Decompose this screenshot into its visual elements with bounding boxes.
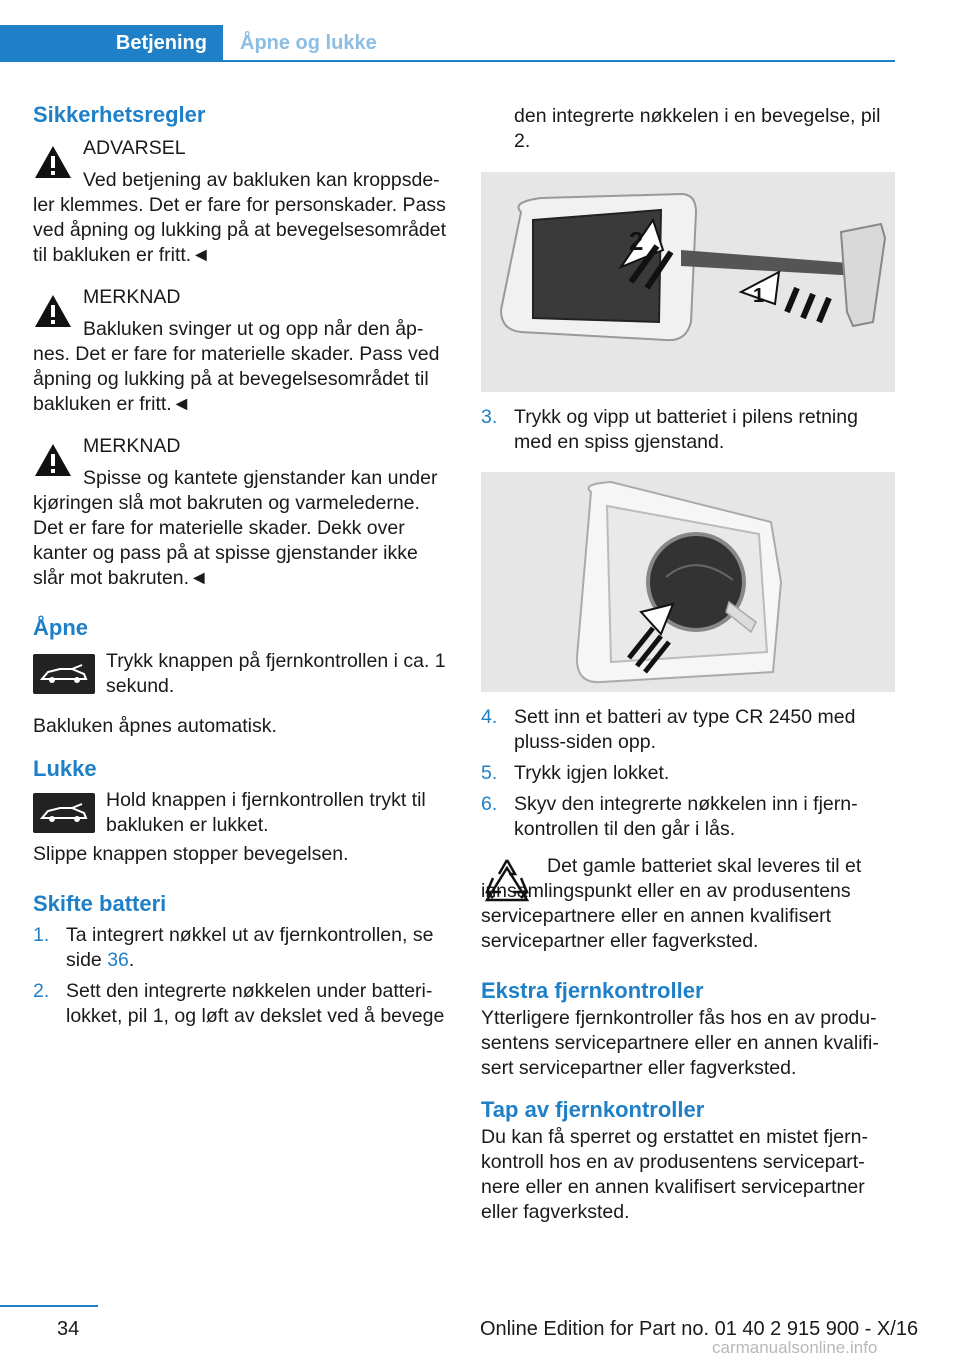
- warning-triangle-icon: [33, 144, 73, 180]
- open-result: Bakluken åpnes automatisk.: [33, 715, 277, 737]
- battery-steps-continued: [481, 705, 895, 842]
- warning-text: Ved betjening av bakluken kan kroppsdeler klemmes. Det er fare for personskader. Pass ved åpning og lukking på at bevegelsesområdet til bakluken er fritt.◄: [33, 169, 447, 266]
- arrow-label: 2: [629, 226, 644, 256]
- extra-text: Ytterligere fjernkontroller fås hos en av produsentens servicepartnere eller en annen kvalifisert servicepartner eller fagverksted.: [481, 1007, 879, 1079]
- figure-key-removal: [481, 172, 895, 392]
- battery-steps-continued: [481, 405, 895, 455]
- step-number: 2.: [33, 980, 50, 1002]
- notice-block: [33, 434, 448, 591]
- close-instruction: [33, 788, 448, 838]
- watermark: carmanualsonline.info: [712, 1338, 878, 1357]
- step-text-end: .: [128, 949, 135, 971]
- figure-battery-removal: [481, 472, 895, 692]
- heading-lukke: Lukke: [33, 756, 97, 781]
- step-text: Sett den integrerte nøkkelen under batterilokket, pil 1, og løft av dekslet ved å bevege: [66, 980, 445, 1027]
- list-item: [33, 923, 448, 973]
- close-instruction-text: Hold knappen i fjernkontrollen trykt til bakluken er lukket.: [106, 789, 426, 836]
- arrow-label: 1: [753, 285, 765, 307]
- left-column: [33, 100, 448, 1029]
- heading-ekstra-fjernkontroller: Ekstra fjernkontroller: [481, 978, 704, 1003]
- step-continuation: den integrerte nøkkelen i en bevegelse, pil 2.: [514, 105, 881, 152]
- notice-text: Spisse og kantete gjenstander kan under kjøringen slå mot bakruten og varmelederne. Det er fare for materielle skader. Dekk over kanter og pass på at spisse gjenstander ikke slår mot bakruten.◄: [33, 467, 438, 589]
- battery-compartment-illustration: [481, 472, 895, 692]
- recycling-note: [481, 854, 895, 954]
- list-item: [33, 979, 448, 1029]
- notice-title: MERKNAD: [83, 286, 181, 308]
- step-text: Sett inn et batteri av type CR 2450 med pluss-siden opp.: [514, 706, 856, 753]
- recycle-icon: [481, 854, 533, 913]
- heading-tap-av-fjernkontroller: Tap av fjernkontroller: [481, 1097, 705, 1122]
- notice-title: MERKNAD: [83, 435, 181, 457]
- tailgate-button-icon: [33, 793, 95, 833]
- step-number: 4.: [481, 706, 498, 728]
- warning-title: ADVARSEL: [83, 137, 186, 159]
- list-item: [481, 705, 895, 755]
- recycling-text: Det gamle batteriet skal leveres til et innsamlingspunkt eller en av produsentens servicepartnere eller en annen kvalifisert servicepartner eller fagverksted.: [481, 855, 862, 952]
- right-column: [481, 100, 895, 1225]
- notice-text: Bakluken svinger ut og opp når den åpnes. Det er fare for materielle skader. Pass ved åpning og lukking på at bevegelsesområdet til bakluken er fritt.◄: [33, 318, 440, 415]
- warning-block: [33, 136, 448, 268]
- page-number: 34: [57, 1318, 80, 1340]
- tab-apne-og-lukke[interactable]: [240, 25, 377, 61]
- warning-triangle-icon: [33, 293, 73, 329]
- warning-triangle-icon: [33, 442, 73, 478]
- list-item: [481, 792, 895, 842]
- step-number: 6.: [481, 793, 498, 815]
- tab-betjening[interactable]: [0, 25, 223, 61]
- step-text: Trykk og vipp ut batteriet i pilens retning med en spiss gjenstand.: [514, 406, 858, 453]
- open-instruction-text: Trykk knappen på fjernkontrollen i ca. 1 sekund.: [106, 650, 446, 697]
- list-item: [481, 761, 895, 786]
- battery-steps: [33, 923, 448, 1029]
- header-rule: [0, 60, 895, 62]
- step-text: Trykk igjen lokket.: [514, 762, 670, 784]
- lost-text: Du kan få sperret og erstattet en mistet fjernkontroll hos en av produsentens servicepartnere eller en annen kvalifisert servicepartner eller fagverksted.: [481, 1126, 868, 1223]
- page-link-36[interactable]: 36: [107, 949, 129, 971]
- tab-label: Betjening: [115, 31, 207, 54]
- heading-sikkerhetsregler: Sikkerhetsregler: [33, 102, 206, 127]
- close-result: Slippe knappen stopper bevegelsen.: [33, 843, 349, 865]
- step-text: Skyv den integrerte nøkkelen inn i fjernkontrollen til den går i lås.: [514, 793, 858, 840]
- step-number: 5.: [481, 762, 498, 784]
- open-instruction: [33, 649, 448, 699]
- step-number: 3.: [481, 406, 498, 428]
- tailgate-button-icon: [33, 654, 95, 694]
- step-text: Ta integrert nøkkel ut av fjernkontrollen, se side: [66, 924, 434, 971]
- list-item: [481, 405, 895, 455]
- heading-skifte-batteri: Skifte batteri: [33, 891, 167, 916]
- footer-rule: [0, 1305, 98, 1307]
- remote-key-illustration: [481, 172, 895, 392]
- heading-apne: Åpne: [33, 615, 88, 640]
- edition-text: Online Edition for Part no. 01 40 2 915 900 - X/16: [480, 1318, 919, 1340]
- step-number: 1.: [33, 924, 50, 946]
- tab-label: Åpne og lukke: [240, 31, 377, 54]
- notice-block: [33, 285, 448, 417]
